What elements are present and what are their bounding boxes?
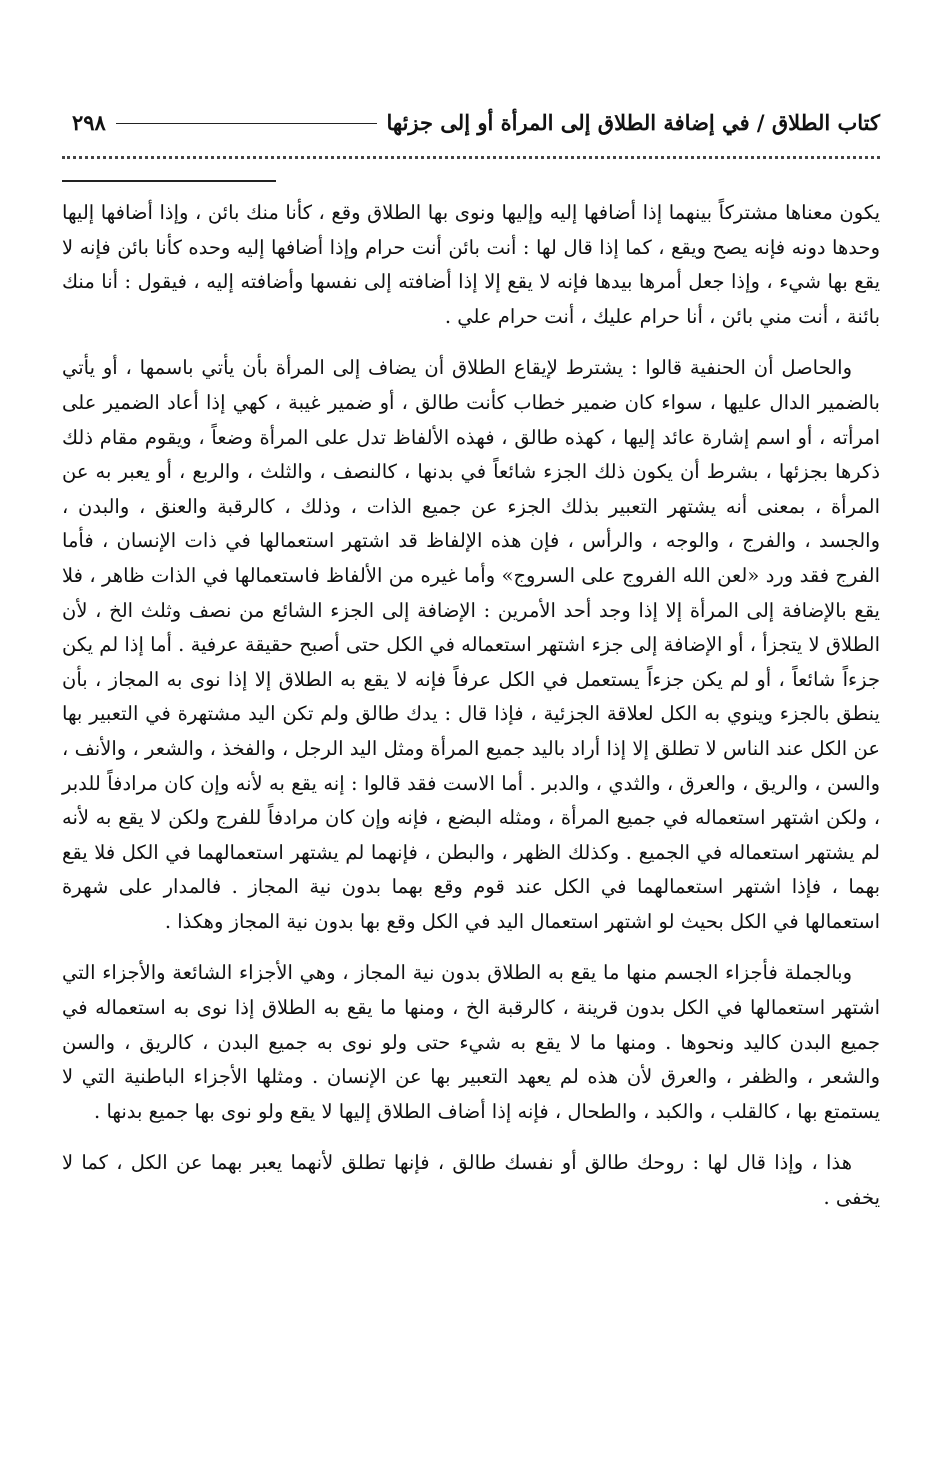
- main-text: [62, 196, 880, 1216]
- dotted-separator: [62, 142, 880, 159]
- paragraph-3: وبالجملة فأجزاء الجسم منها ما يقع به الطلاق بدون نية المجاز ، وهي الأجزاء الشائعة والأجزاء التي اشتهر استعمالها في الكل بدون قرينة ، كالرقبة الخ ، ومنها ما يقع به الطلاق إذا نوى به استعماله في جميع البدن كاليد ونحوها . ومنها ما لا يقع به شيء حتى ولو نوى به جميع البدن ، كالريق ، والسن والشعر ، والظفر ، والعرق لأن هذه لم يعهد التعبير بها عن الإنسان . ومثلها الأجزاء الباطنية التي لا يستمتع بها ، كالقلب ، والكبد ، والطحال ، فإنه إذا أضاف الطلاق إليها لا يقع ولو نوى بها جميع بدنها .: [62, 961, 880, 1123]
- header-rule: [116, 123, 377, 124]
- page-number: ٢٩٨: [72, 110, 106, 135]
- header-title: كتاب الطلاق / في إضافة الطلاق إلى المرأة أو إلى جزئها: [386, 110, 880, 135]
- paragraph-4: هذا ، وإذا قال لها : روحك طالق أو نفسك طالق ، فإنها تطلق لأنهما يعبر بهما عن الكل ، كما لا يخفى .: [62, 1151, 880, 1210]
- short-rule: [62, 180, 276, 182]
- paragraph-1: يكون معناها مشتركاً بينهما إذا أضافها إليه وإليها ونوى بها الطلاق وقع ، كأنا منك بائن ، وإذا أضافها إليها وحدها دونه فإنه يصح ويقع ، كما إذا قال لها : أنت بائن أنت حرام وإذا أضافها إليه وحده كأنا بائن فإنه لا يقع بها شيء ، وإذا جعل أمرها بيدها فإنه لا يقع إلا إذا أضافته إلى نفسها وأضافته إليه ، فيقول : أنا منك بائنة ، أنت مني بائن ، أنا حرام عليك ، أنت حرام علي .: [62, 201, 880, 328]
- running-header: [62, 110, 880, 135]
- paragraph-2: والحاصل أن الحنفية قالوا : يشترط لإيقاع الطلاق أن يضاف إلى المرأة بأن يأتي باسمها ، أو يأتي بالضمير الدال عليها ، سواء كان ضمير خطاب كأنت طالق ، أو ضمير غيبة ، كهي إذا أعاد الضمير على امرأته ، أو اسم إشارة عائد إليها ، كهذه طالق ، فهذه الألفاظ تدل على المرأة وضعاً ، ويقوم مقام ذلك ذكرها بجزئها ، بشرط أن يكون ذلك الجزء شائعاً في بدنها ، كالنصف ، والثلث ، والربع ، أو يعبر به عن المرأة ، بمعنى أنه يشتهر التعبير بذلك الجزء عن جميع الذات ، وذلك ، كالرقبة والعنق ، والبدن ، والجسد ، والفرج ، والوجه ، والرأس ، فإن هذه الإلفاظ قد اشتهر استعمالها في ذات الإنسان ، فأما الفرج فقد ورد «لعن الله الفروج على السروج» وأما غيره من الألفاظ فاستعمالها في الذات ظاهر ، فلا يقع بالإضافة إلى المرأة إلا إذا وجد أحد الأمرين : الإضافة إلى الجزء الشائع من نصف وثلث الخ ، لأن الطلاق لا يتجزأ ، أو الإضافة إلى جزء اشتهر استعماله في الكل حتى أصبح حقيقة عرفية . أما إذا لم يكن جزءاً شائعاً ، أو لم يكن جزءاً يستعمل في الكل عرفاً فإنه لا يقع به الطلاق إلا إذا نوى به المجاز ، بأن ينطق بالجزء وينوي به الكل لعلاقة الجزئية ، فإذا قال : يدك طالق ولم تكن اليد مشتهرة في التعبير بها عن الكل عند الناس لا تطلق إلا إذا أراد باليد جميع المرأة ومثل اليد الرجل ، والفخذ ، والشعر ، والأنف ، والسن ، والريق ، والعرق ، والثدي ، والدبر . أما الاست فقد قالوا : إنه يقع به لأنه وإن كان مرادفاً للدبر ، ولكن اشتهر استعماله في جميع المرأة ، ومثله البضع ، فإنه وإن كان مرادفاً للفرج ولكن لا يقع به لأنه لم يشتهر استعماله في الجميع . وكذلك الظهر ، والبطن ، فإنهما لم يشتهر استعمالهما في الكل فلا يقع بهما ، فإذا اشتهر استعمالهما في الكل عند قوم وقع بهما بدون نية المجاز . فالمدار على شهرة استعمالها في الكل بحيث لو اشتهر استعمال اليد في الكل وقع بها بدون نية المجاز وهكذا .: [62, 356, 880, 933]
